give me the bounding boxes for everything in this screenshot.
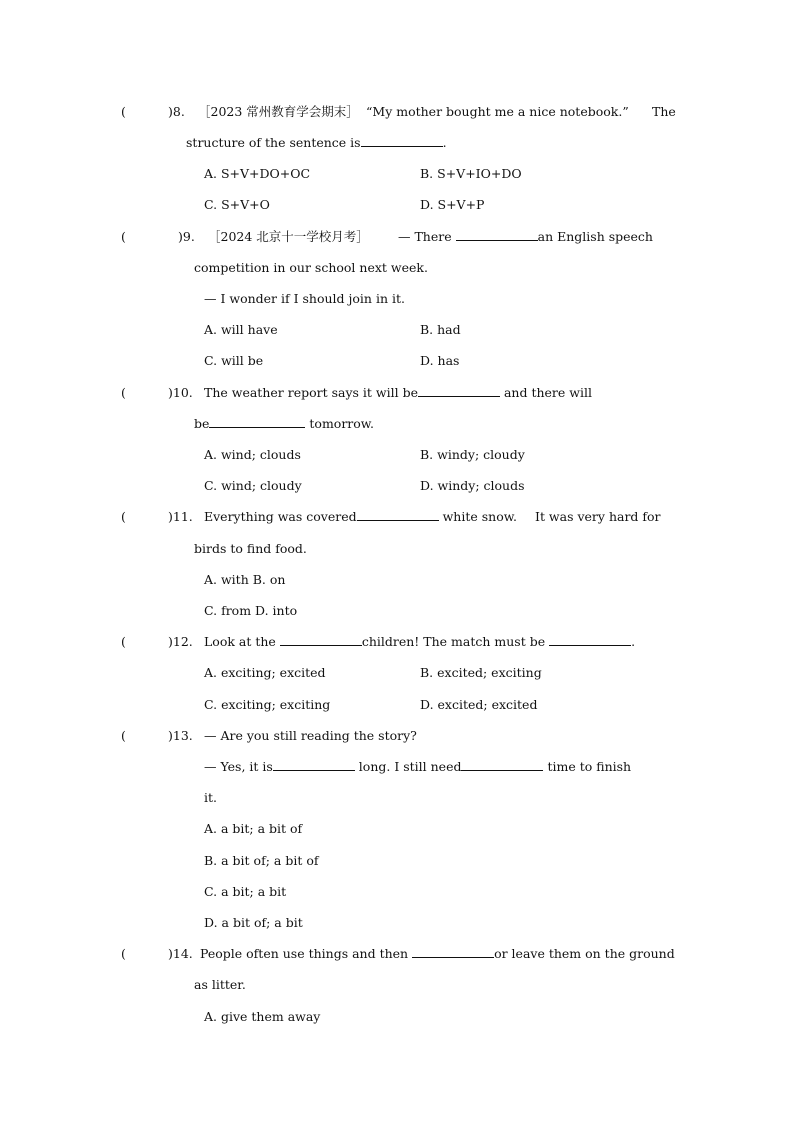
option-a: A. will have	[204, 322, 278, 337]
question-stem: as litter.	[194, 977, 246, 992]
question-stem: structure of the sentence is .	[186, 135, 447, 150]
question-number: )13.	[168, 728, 193, 743]
question-number: )10.	[168, 385, 193, 400]
answer-paren-open: (	[121, 509, 126, 524]
question-stem: — Are you still reading the story?	[204, 728, 417, 743]
option-c: C. a bit; a bit	[204, 884, 287, 899]
option-c: C. wind; cloudy	[204, 478, 302, 493]
question-stem: be tomorrow.	[194, 416, 374, 431]
question-number: )8.	[168, 104, 185, 119]
answer-paren-open: (	[121, 104, 126, 119]
question-stem: The weather report says it will be and there will	[204, 385, 592, 400]
option-c: C. exciting; exciting	[204, 697, 331, 712]
option-a: A. S+V+DO+OC	[204, 166, 311, 181]
question-source: ［2024 北京十一学校月考］	[208, 229, 369, 244]
answer-paren-open: (	[121, 946, 126, 961]
option-b: B. a bit of; a bit of	[204, 853, 319, 868]
question-stem: It was very hard for	[535, 509, 661, 524]
option-a: A. give them away	[204, 1009, 321, 1024]
option-b: B. excited; exciting	[420, 665, 542, 680]
option-d: D. a bit of; a bit	[204, 915, 303, 930]
option-a-b: A. with B. on	[204, 572, 286, 587]
option-a: A. wind; clouds	[204, 447, 301, 462]
dialogue-reply: — I wonder if I should join in it.	[204, 291, 405, 306]
answer-paren-open: (	[121, 728, 126, 743]
option-b: B. windy; cloudy	[420, 447, 525, 462]
question-stem: “My mother bought me a nice notebook.”	[366, 104, 629, 119]
question-stem: People often use things and then or leave them on the ground	[200, 946, 675, 961]
question-number: )12.	[168, 634, 193, 649]
option-c: C. S+V+O	[204, 197, 270, 212]
question-stem: The	[652, 104, 676, 119]
answer-blank[interactable]	[209, 416, 305, 428]
option-c-d: C. from D. into	[204, 603, 298, 618]
option-a: A. a bit; a bit of	[204, 821, 303, 836]
answer-blank[interactable]	[273, 759, 355, 771]
answer-blank[interactable]	[418, 385, 500, 397]
answer-paren-open: (	[121, 385, 126, 400]
answer-blank[interactable]	[456, 229, 538, 241]
question-number: )11.	[168, 509, 193, 524]
answer-blank[interactable]	[412, 946, 494, 958]
option-d: D. has	[420, 353, 460, 368]
question-stem: — There an English speech	[398, 229, 653, 244]
question-stem: birds to find food.	[194, 541, 307, 556]
question-source: ［2023 常州教育学会期末］	[198, 104, 359, 119]
dialogue-reply: — Yes, it is long. I still need time to finish	[204, 759, 632, 774]
answer-paren-open: (	[121, 229, 126, 244]
answer-blank[interactable]	[361, 135, 443, 147]
question-stem: competition in our school next week.	[194, 260, 428, 275]
option-d: D. S+V+P	[420, 197, 485, 212]
answer-blank[interactable]	[461, 759, 543, 771]
option-c: C. will be	[204, 353, 264, 368]
question-stem: Everything was covered white snow.	[204, 509, 517, 524]
option-b: B. had	[420, 322, 461, 337]
question-number: )9.	[178, 229, 195, 244]
answer-blank[interactable]	[549, 634, 631, 646]
question-number: )14.	[168, 946, 193, 961]
option-d: D. excited; excited	[420, 697, 538, 712]
option-a: A. exciting; excited	[204, 665, 326, 680]
answer-paren-open: (	[121, 634, 126, 649]
option-d: D. windy; clouds	[420, 478, 525, 493]
option-b: B. S+V+IO+DO	[420, 166, 522, 181]
answer-blank[interactable]	[280, 634, 362, 646]
question-stem: Look at the children! The match must be .	[204, 634, 636, 649]
dialogue-reply: it.	[204, 790, 217, 805]
answer-blank[interactable]	[357, 509, 439, 521]
